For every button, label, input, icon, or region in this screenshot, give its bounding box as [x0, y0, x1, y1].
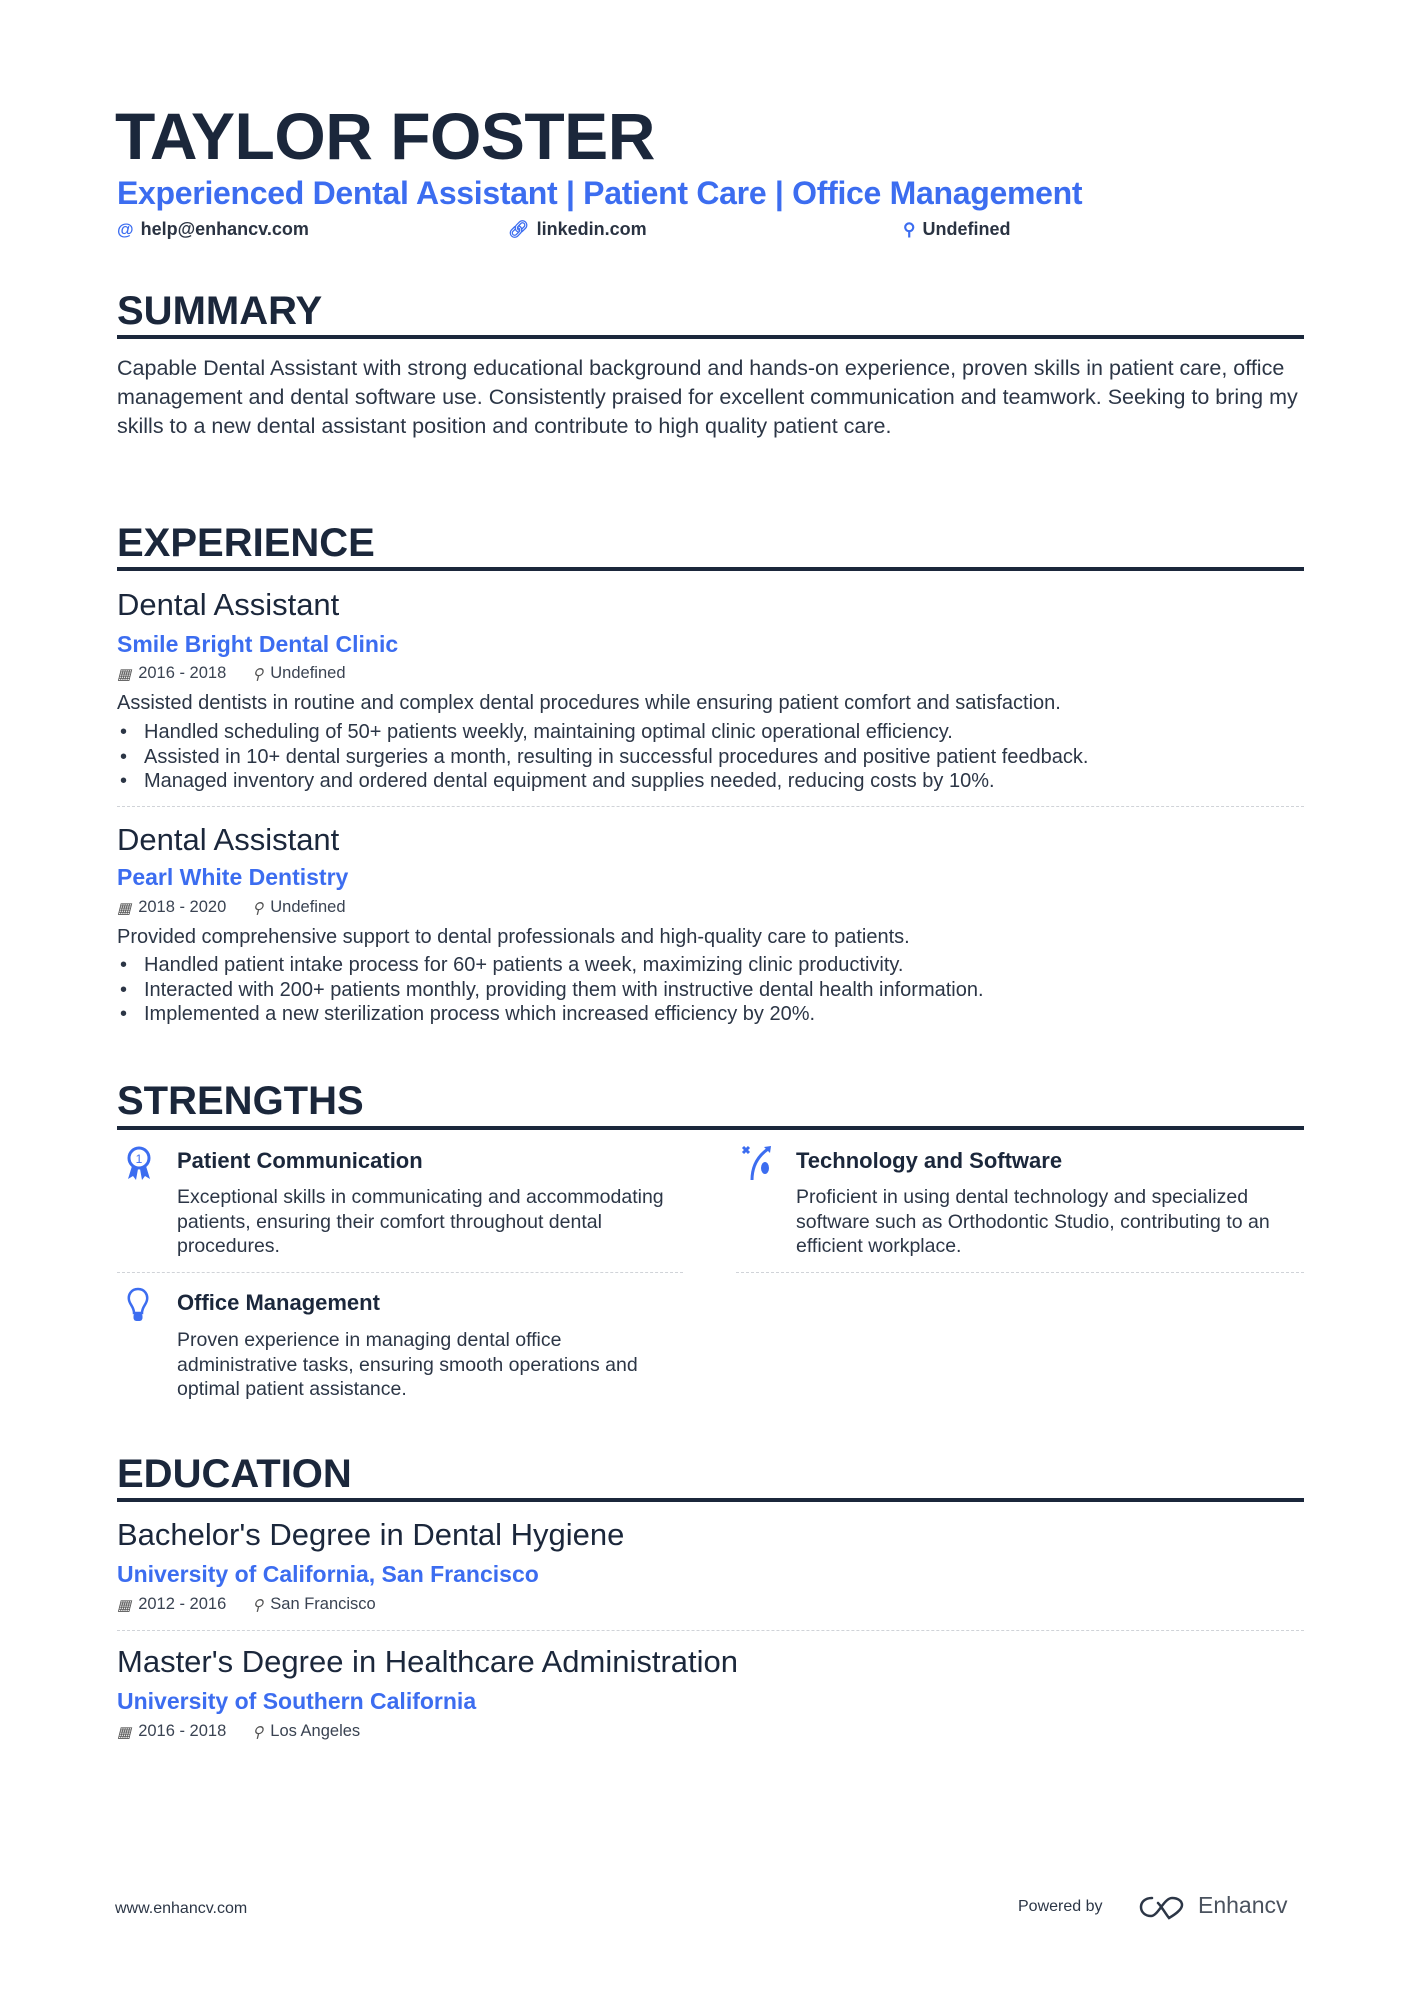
- divider: [117, 1498, 1304, 1502]
- job-title: Dental Assistant: [117, 587, 340, 622]
- education-meta: ▦ 2016 - 2018 ⚲ Los Angeles: [117, 1722, 361, 1741]
- location-pin-icon: ⚲: [903, 219, 916, 239]
- strength-title: Technology and Software: [796, 1148, 1063, 1173]
- divider: [117, 806, 1304, 807]
- contact-email[interactable]: @ help@enhancv.com: [117, 219, 309, 239]
- enhancv-logo-icon: [1138, 1893, 1186, 1921]
- degree: Bachelor's Degree in Dental Hygiene: [117, 1517, 625, 1552]
- section-heading-experience: EXPERIENCE: [117, 521, 375, 565]
- divider: [736, 1272, 1304, 1273]
- job-title: Dental Assistant: [117, 822, 340, 857]
- strength-text: Exceptional skills in communicating and accommodating patients, ensuring their comfort throughout dental procedures.: [177, 1186, 664, 1257]
- enhancv-brand: Enhancv: [1198, 1892, 1288, 1918]
- summary-text: Capable Dental Assistant with strong educational background and hands-on experience, proven skills in patient care, office management and dental software use. Consistently praised for excellent communication and teamwork. Seeking to bring my skills to a new dental assistant position and contribute to high quality patient care.: [117, 356, 1298, 438]
- bullet: • Implemented a new sterilization process which increased efficiency by 20%.: [117, 1002, 984, 1027]
- calendar-icon: ▦: [117, 665, 132, 683]
- award-ribbon-icon: [124, 1145, 154, 1181]
- divider: [117, 1272, 683, 1273]
- lightbulb-icon: [126, 1287, 150, 1325]
- candidate-name: TAYLOR FOSTER: [115, 99, 655, 173]
- contact-location: ⚲ Undefined: [903, 219, 1011, 239]
- divider: [117, 567, 1304, 571]
- headline: Experienced Dental Assistant | Patient Care | Office Management: [117, 175, 1083, 211]
- bullet: • Interacted with 200+ patients monthly, providing them with instructive dental health information.: [117, 978, 984, 1003]
- location-pin-icon: ⚲: [252, 899, 264, 917]
- school-name: University of Southern California: [117, 1688, 477, 1714]
- footer-website[interactable]: www.enhancv.com: [115, 1900, 248, 1917]
- job-meta: ▦ 2016 - 2018 ⚲ Undefined: [117, 664, 346, 683]
- company-name: Smile Bright Dental Clinic: [117, 631, 399, 657]
- calendar-icon: ▦: [117, 1596, 132, 1614]
- company-name: Pearl White Dentistry: [117, 864, 349, 890]
- location-pin-icon: ⚲: [252, 1596, 264, 1614]
- education-meta: ▦ 2012 - 2016 ⚲ San Francisco: [117, 1595, 376, 1614]
- section-heading-education: EDUCATION: [117, 1452, 352, 1496]
- bullet: • Handled patient intake process for 60+ patients a week, maximizing clinic productivity.: [117, 953, 984, 978]
- strength-title: Patient Communication: [177, 1148, 423, 1173]
- calendar-icon: ▦: [117, 1723, 132, 1741]
- link-icon: 🔗︎: [508, 219, 530, 239]
- contact-link[interactable]: 🔗︎ linkedin.com: [508, 219, 647, 239]
- school-name: University of California, San Francisco: [117, 1561, 539, 1587]
- divider: [117, 335, 1304, 339]
- bullet: • Managed inventory and ordered dental equipment and supplies needed, reducing costs by 10%.: [117, 769, 1088, 794]
- location-pin-icon: ⚲: [252, 665, 264, 683]
- powered-by-label: Powered by: [1018, 1898, 1103, 1915]
- at-icon: @: [117, 219, 134, 239]
- job-meta: ▦ 2018 - 2020 ⚲ Undefined: [117, 898, 346, 917]
- job-description: Assisted dentists in routine and complex dental procedures while ensuring patient comfort and satisfaction.: [117, 692, 1061, 714]
- strength-text: Proven experience in managing dental office administrative tasks, ensuring smooth operations and optimal patient assistance.: [177, 1329, 638, 1400]
- location-pin-icon: ⚲: [252, 1723, 264, 1741]
- bullet: • Handled scheduling of 50+ patients weekly, maintaining optimal clinic operational efficiency.: [117, 720, 1088, 745]
- section-heading-strengths: STRENGTHS: [117, 1079, 364, 1123]
- degree: Master's Degree in Healthcare Administration: [117, 1644, 739, 1679]
- divider: [117, 1126, 1304, 1130]
- section-heading-summary: SUMMARY: [117, 289, 323, 333]
- svg-text:1: 1: [135, 1152, 143, 1166]
- job-bullets: [117, 953, 984, 1027]
- strength-text: Proficient in using dental technology and specialized software such as Orthodontic Studio, contributing to an efficient workplace.: [796, 1186, 1270, 1257]
- job-description: Provided comprehensive support to dental professionals and high-quality care to patients.: [117, 926, 910, 948]
- strategy-icon: [740, 1144, 774, 1182]
- calendar-icon: ▦: [117, 899, 132, 917]
- bullet: • Assisted in 10+ dental surgeries a month, resulting in successful procedures and positive patient feedback.: [117, 745, 1088, 770]
- strength-title: Office Management: [177, 1290, 380, 1315]
- job-bullets: [117, 720, 1088, 794]
- divider: [117, 1630, 1304, 1631]
